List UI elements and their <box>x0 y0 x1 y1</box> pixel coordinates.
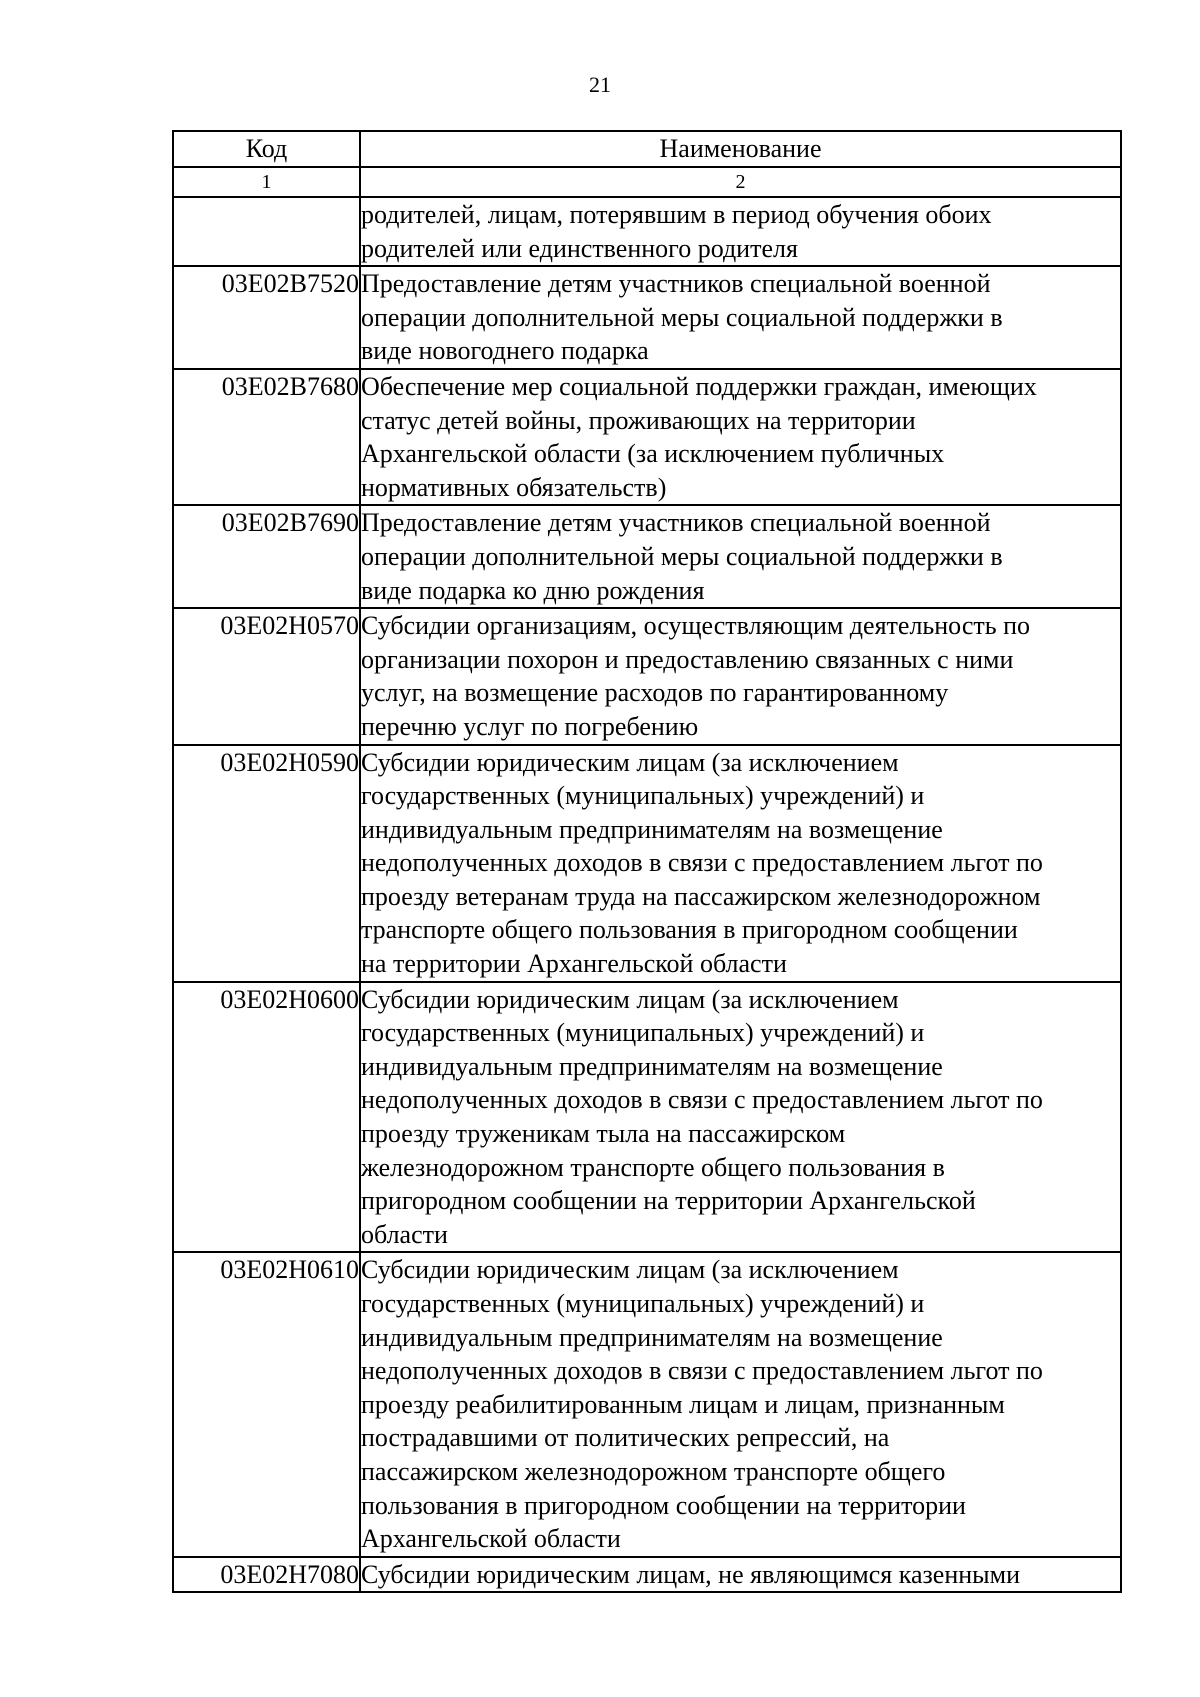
name-line: государственных (муниципальных) учреждений) и <box>361 1018 925 1048</box>
code-cell: 03Е02Н0570 <box>173 608 360 744</box>
name-line: организации похорон и предоставлению связанных с ними <box>361 644 1014 674</box>
name-cell <box>360 1252 1121 1556</box>
name-line: государственных (муниципальных) учреждений) и <box>361 1289 925 1318</box>
table-row <box>173 266 1121 369</box>
code-cell: 03Е02В7690 <box>173 505 360 608</box>
table-row <box>173 745 1121 982</box>
name-line: недополученных доходов в связи с предоставлением льгот по <box>361 1085 1043 1115</box>
name-line: недополученных доходов в связи с предоставлением льгот по <box>361 1356 1043 1386</box>
header-row <box>173 131 1121 167</box>
name-line: пострадавшими от политических репрессий, на <box>361 1423 890 1453</box>
code-cell: 03Е02Н0600 <box>173 982 360 1253</box>
name-line: статус детей войны, проживающих на территории <box>361 405 916 435</box>
name-line: нормативных обязательств) <box>361 472 667 502</box>
table-row <box>173 369 1121 505</box>
name-line: родителей или единственного родителя <box>361 233 798 263</box>
name-line: Субсидии юридическим лицам (за исключением <box>361 1255 899 1285</box>
name-line: Архангельской области (за исключением публичных <box>361 439 945 469</box>
name-cell <box>360 505 1121 608</box>
name-line: области <box>361 1219 448 1249</box>
name-cell <box>360 369 1121 505</box>
page-number: 21 <box>589 72 611 97</box>
name-line: Субсидии юридическим лицам, не являющимся казенными <box>361 1559 1021 1589</box>
name-line: проезду реабилитированным лицам и лицам, признанным <box>361 1389 1005 1419</box>
name-line: на территории Архангельской области <box>361 949 787 979</box>
name-line: индивидуальным предпринимателям на возмещение <box>361 814 943 844</box>
name-cell <box>360 745 1121 982</box>
name-line: пригородном сообщении на территории Архангельской <box>361 1186 976 1216</box>
name-line: Субсидии организациям, осуществляющим деятельность по <box>361 611 1031 641</box>
table-row <box>173 197 1121 266</box>
name-line: пассажирском железнодорожном транспорте общего <box>361 1456 946 1486</box>
name-line: пользования в пригородном сообщении на территории <box>361 1490 966 1520</box>
table-row <box>173 1252 1121 1556</box>
name-line: Предоставление детям участников специальной военной <box>361 508 991 538</box>
name-line: индивидуальным предпринимателям на возмещение <box>361 1051 943 1081</box>
name-line: Предоставление детям участников специальной военной <box>361 269 991 299</box>
name-cell <box>360 197 1121 266</box>
name-line: железнодорожном транспорте общего пользования в <box>361 1152 945 1182</box>
code-cell: 03Е02В7680 <box>173 369 360 505</box>
code-cell <box>173 197 360 266</box>
column-number-1: 1 <box>173 167 360 197</box>
header-name: Наименование <box>360 131 1121 167</box>
table-row <box>173 982 1121 1253</box>
name-line: проезду ветеранам труда на пассажирском железнодорожном <box>361 881 1041 911</box>
header-code: Код <box>173 131 360 167</box>
name-cell <box>360 1557 1121 1593</box>
name-line: операции дополнительной меры социальной поддержки в <box>361 541 1003 571</box>
table-row <box>173 608 1121 744</box>
name-line: государственных (муниципальных) учреждений) и <box>361 781 925 811</box>
name-line: транспорте общего пользования в пригородном сообщении <box>361 915 1018 945</box>
name-line: перечню услуг по погребению <box>361 711 699 741</box>
name-line: недополученных доходов в связи с предоставлением льгот по <box>361 848 1043 878</box>
name-line: услуг, на возмещение расходов по гарантированному <box>361 678 949 708</box>
name-line: виде подарка ко дню рождения <box>361 575 705 605</box>
code-cell: 03Е02Н7080 <box>173 1557 360 1593</box>
code-cell: 03Е02В7520 <box>173 266 360 369</box>
name-line: Обеспечение мер социальной поддержки граждан, имеющих <box>361 371 1037 401</box>
name-line: операции дополнительной меры социальной поддержки в <box>361 302 1003 332</box>
name-line: родителей, лицам, потерявшим в период обучения обоих <box>361 200 992 229</box>
name-line: Субсидии юридическим лицам (за исключением <box>361 747 899 777</box>
codes-table <box>172 130 1122 1593</box>
table-row <box>173 505 1121 608</box>
code-cell: 03Е02Н0590 <box>173 745 360 982</box>
name-line: виде новогоднего подарка <box>361 336 649 366</box>
name-cell <box>360 266 1121 369</box>
name-cell <box>360 608 1121 744</box>
column-number-2: 2 <box>360 167 1121 197</box>
column-number-row <box>173 167 1121 197</box>
name-cell <box>360 982 1121 1253</box>
code-cell: 03Е02Н0610 <box>173 1252 360 1556</box>
name-line: проезду труженикам тыла на пассажирском <box>361 1119 846 1149</box>
name-line: Архангельской области <box>361 1524 621 1554</box>
name-line: индивидуальным предпринимателям на возмещение <box>361 1322 943 1352</box>
name-line: Субсидии юридическим лицам (за исключением <box>361 984 899 1014</box>
table-row <box>173 1557 1121 1593</box>
